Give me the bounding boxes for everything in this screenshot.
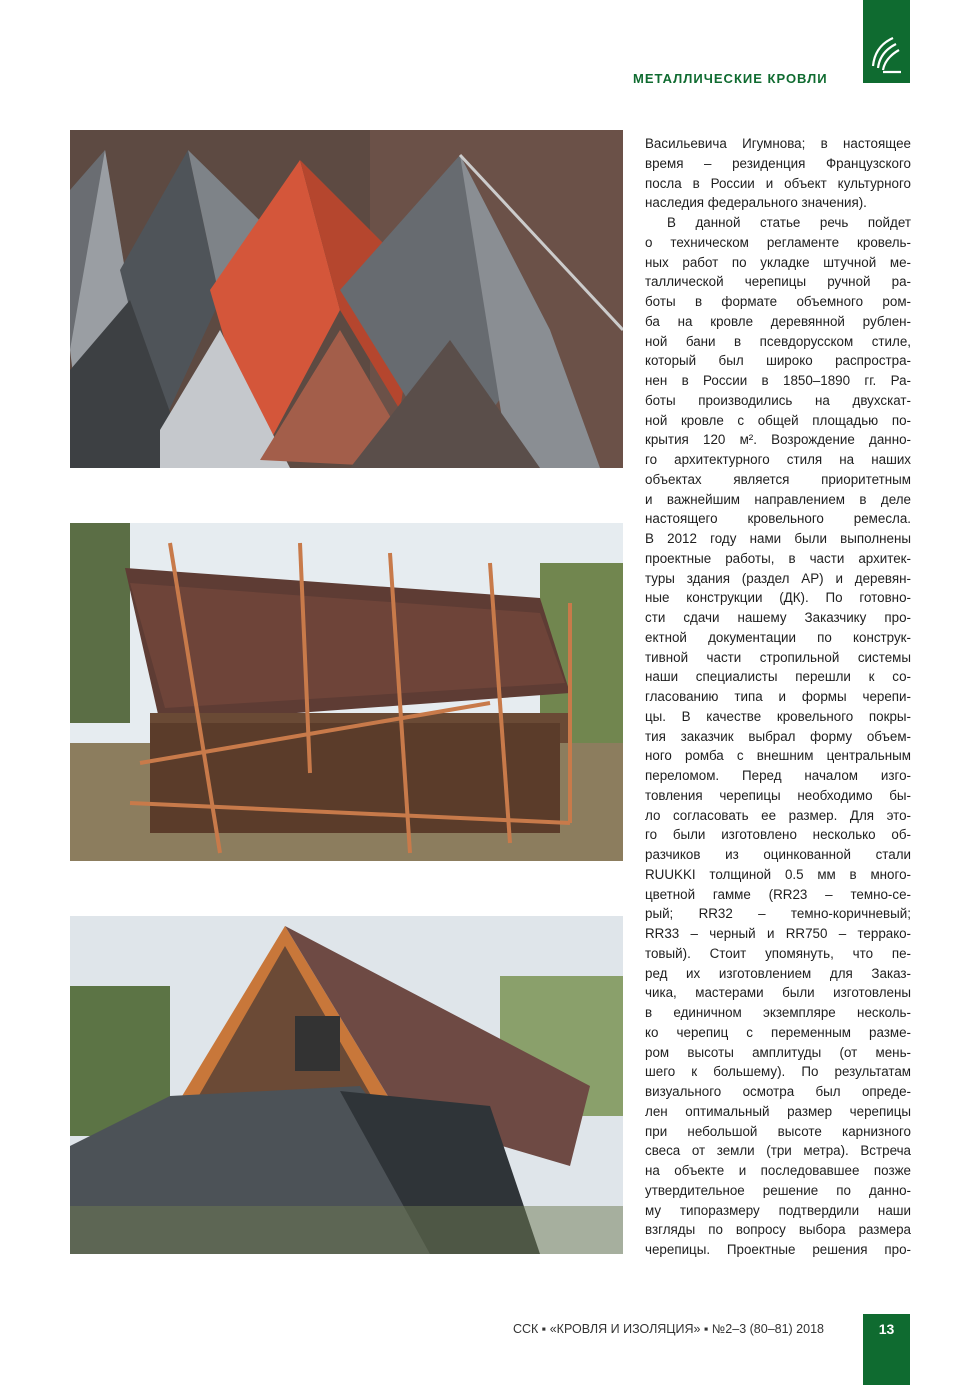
text-line: о техническом регламенте кровель- — [645, 234, 911, 250]
text-line: ко черепиц с переменным разме- — [645, 1024, 911, 1040]
text-line: наследия федерального значения). — [645, 195, 867, 211]
text-line: В данной статье речь пойдет — [667, 215, 911, 230]
header-logo-tab — [863, 0, 910, 83]
section-title: МЕТАЛЛИЧЕСКИЕ КРОВЛИ — [633, 71, 828, 86]
text-line: туры здания (раздел АР) и деревян- — [645, 570, 911, 586]
text-line: и важнейшим направлением в деле — [645, 491, 911, 507]
page-number: 13 — [878, 1321, 895, 1337]
text-line: сти сдачи нашему Заказчику про- — [645, 610, 911, 625]
text-line: го были изготовлено несколько об- — [645, 827, 911, 843]
text-line: наши специалисты перешли к со- — [645, 669, 911, 685]
text-line: боты в формате объемного ром- — [645, 294, 911, 309]
text-line: ром высоты амплитуды (от мень- — [645, 1044, 911, 1060]
text-line: при небольшой высоте карнизного — [645, 1123, 911, 1139]
text-line: посла в России и объект культурного — [645, 175, 911, 191]
text-line: ного ромба с внешним центральным — [645, 748, 911, 764]
text-line: объектах является приоритетным — [645, 471, 911, 487]
photo-rhombus-tiles-closeup — [70, 130, 623, 468]
text-line: чика, мастерами были изготовлены — [645, 985, 911, 1001]
text-line: RR33 – черный и RR750 – терракo- — [645, 926, 911, 941]
footer-publication-info: ССК ▪ «КРОВЛЯ И ИЗОЛЯЦИЯ» ▪ №2–3 (80–81) 2018 — [513, 1322, 824, 1336]
text-line: ных работ по укладке штучной ме- — [645, 254, 911, 270]
text-line: цы. В качестве кровельного покры- — [645, 708, 911, 724]
text-line: разчиков из оцинкованной стали — [645, 847, 911, 862]
text-line: крытия 120 м². Возрождение данно- — [645, 432, 911, 448]
text-line: переломом. Перед началом изго- — [645, 768, 911, 783]
text-line: ба на кровле деревянной рублен- — [645, 313, 911, 329]
text-line: ной бани в псевдорусском стиле, — [645, 333, 911, 349]
photo-finished-roof — [70, 916, 623, 1254]
text-line: черепицы. Проектные решения про- — [645, 1242, 911, 1257]
text-line: RUUKKI толщиной 0.5 мм в много- — [645, 866, 911, 882]
text-line: му типоразмеру подтвердили наши — [645, 1202, 911, 1218]
text-line: ные конструкции (ДК). По готовно- — [645, 590, 911, 606]
text-line: взгляды по вопросу выбора размера — [645, 1222, 911, 1238]
text-line: лен оптимальный размер черепицы — [645, 1103, 911, 1119]
text-line: товления черепицы необходимо бы- — [645, 787, 911, 803]
text-line: который был широко распростра- — [645, 353, 911, 369]
text-line: нен в России в 1850–1890 гг. Ра- — [645, 373, 911, 388]
text-line: товый). Стоит упомянуть, что пе- — [645, 945, 911, 961]
text-line: таллической черепицы ручной ра- — [645, 274, 911, 290]
text-line: гласованию типа и формы черепи- — [645, 689, 911, 704]
text-line: тивной части стропильной системы — [645, 649, 911, 665]
text-line: настоящего кровельного ремесла. — [645, 511, 911, 527]
text-line: боты производились на двухскат- — [645, 392, 911, 408]
text-line: свеса от земли (три метра). Встреча — [645, 1143, 911, 1159]
text-line: ектной документации по конструк- — [645, 629, 911, 645]
text-line: утвердительное решение по данно- — [645, 1182, 911, 1198]
text-line: Васильевича Игумнова; в настоящее — [645, 136, 911, 151]
text-line: время – резиденция Французского — [645, 155, 911, 171]
text-line: ред их изготовлением для Заказ- — [645, 965, 911, 981]
text-line: тия заказчик выбрал форму объем- — [645, 728, 911, 744]
text-line: цветной гамме (RR23 – темно-се- — [645, 886, 911, 902]
text-line: В 2012 году нами были выполнены — [645, 531, 911, 546]
text-line: проектные работы, в части архитек- — [645, 550, 911, 566]
text-line: в единичном экземпляре несколь- — [645, 1005, 911, 1020]
text-line: рый; RR32 – темно-коричневый; — [645, 906, 911, 922]
article-body-text — [645, 134, 911, 1260]
photo-roof-construction — [70, 523, 623, 861]
text-line: ной кровле с общей площадью по- — [645, 412, 911, 428]
text-line: на объекте и последовавшее позже — [645, 1163, 911, 1178]
text-line: шего к большему). По результатам — [645, 1064, 911, 1080]
text-line: визуального осмотра был опреде- — [645, 1084, 911, 1099]
text-line: ло согласовать ее размер. Для это- — [645, 807, 911, 823]
text-line: го архитектурного стиля на наших — [645, 452, 911, 467]
roof-logo-icon — [863, 0, 910, 83]
